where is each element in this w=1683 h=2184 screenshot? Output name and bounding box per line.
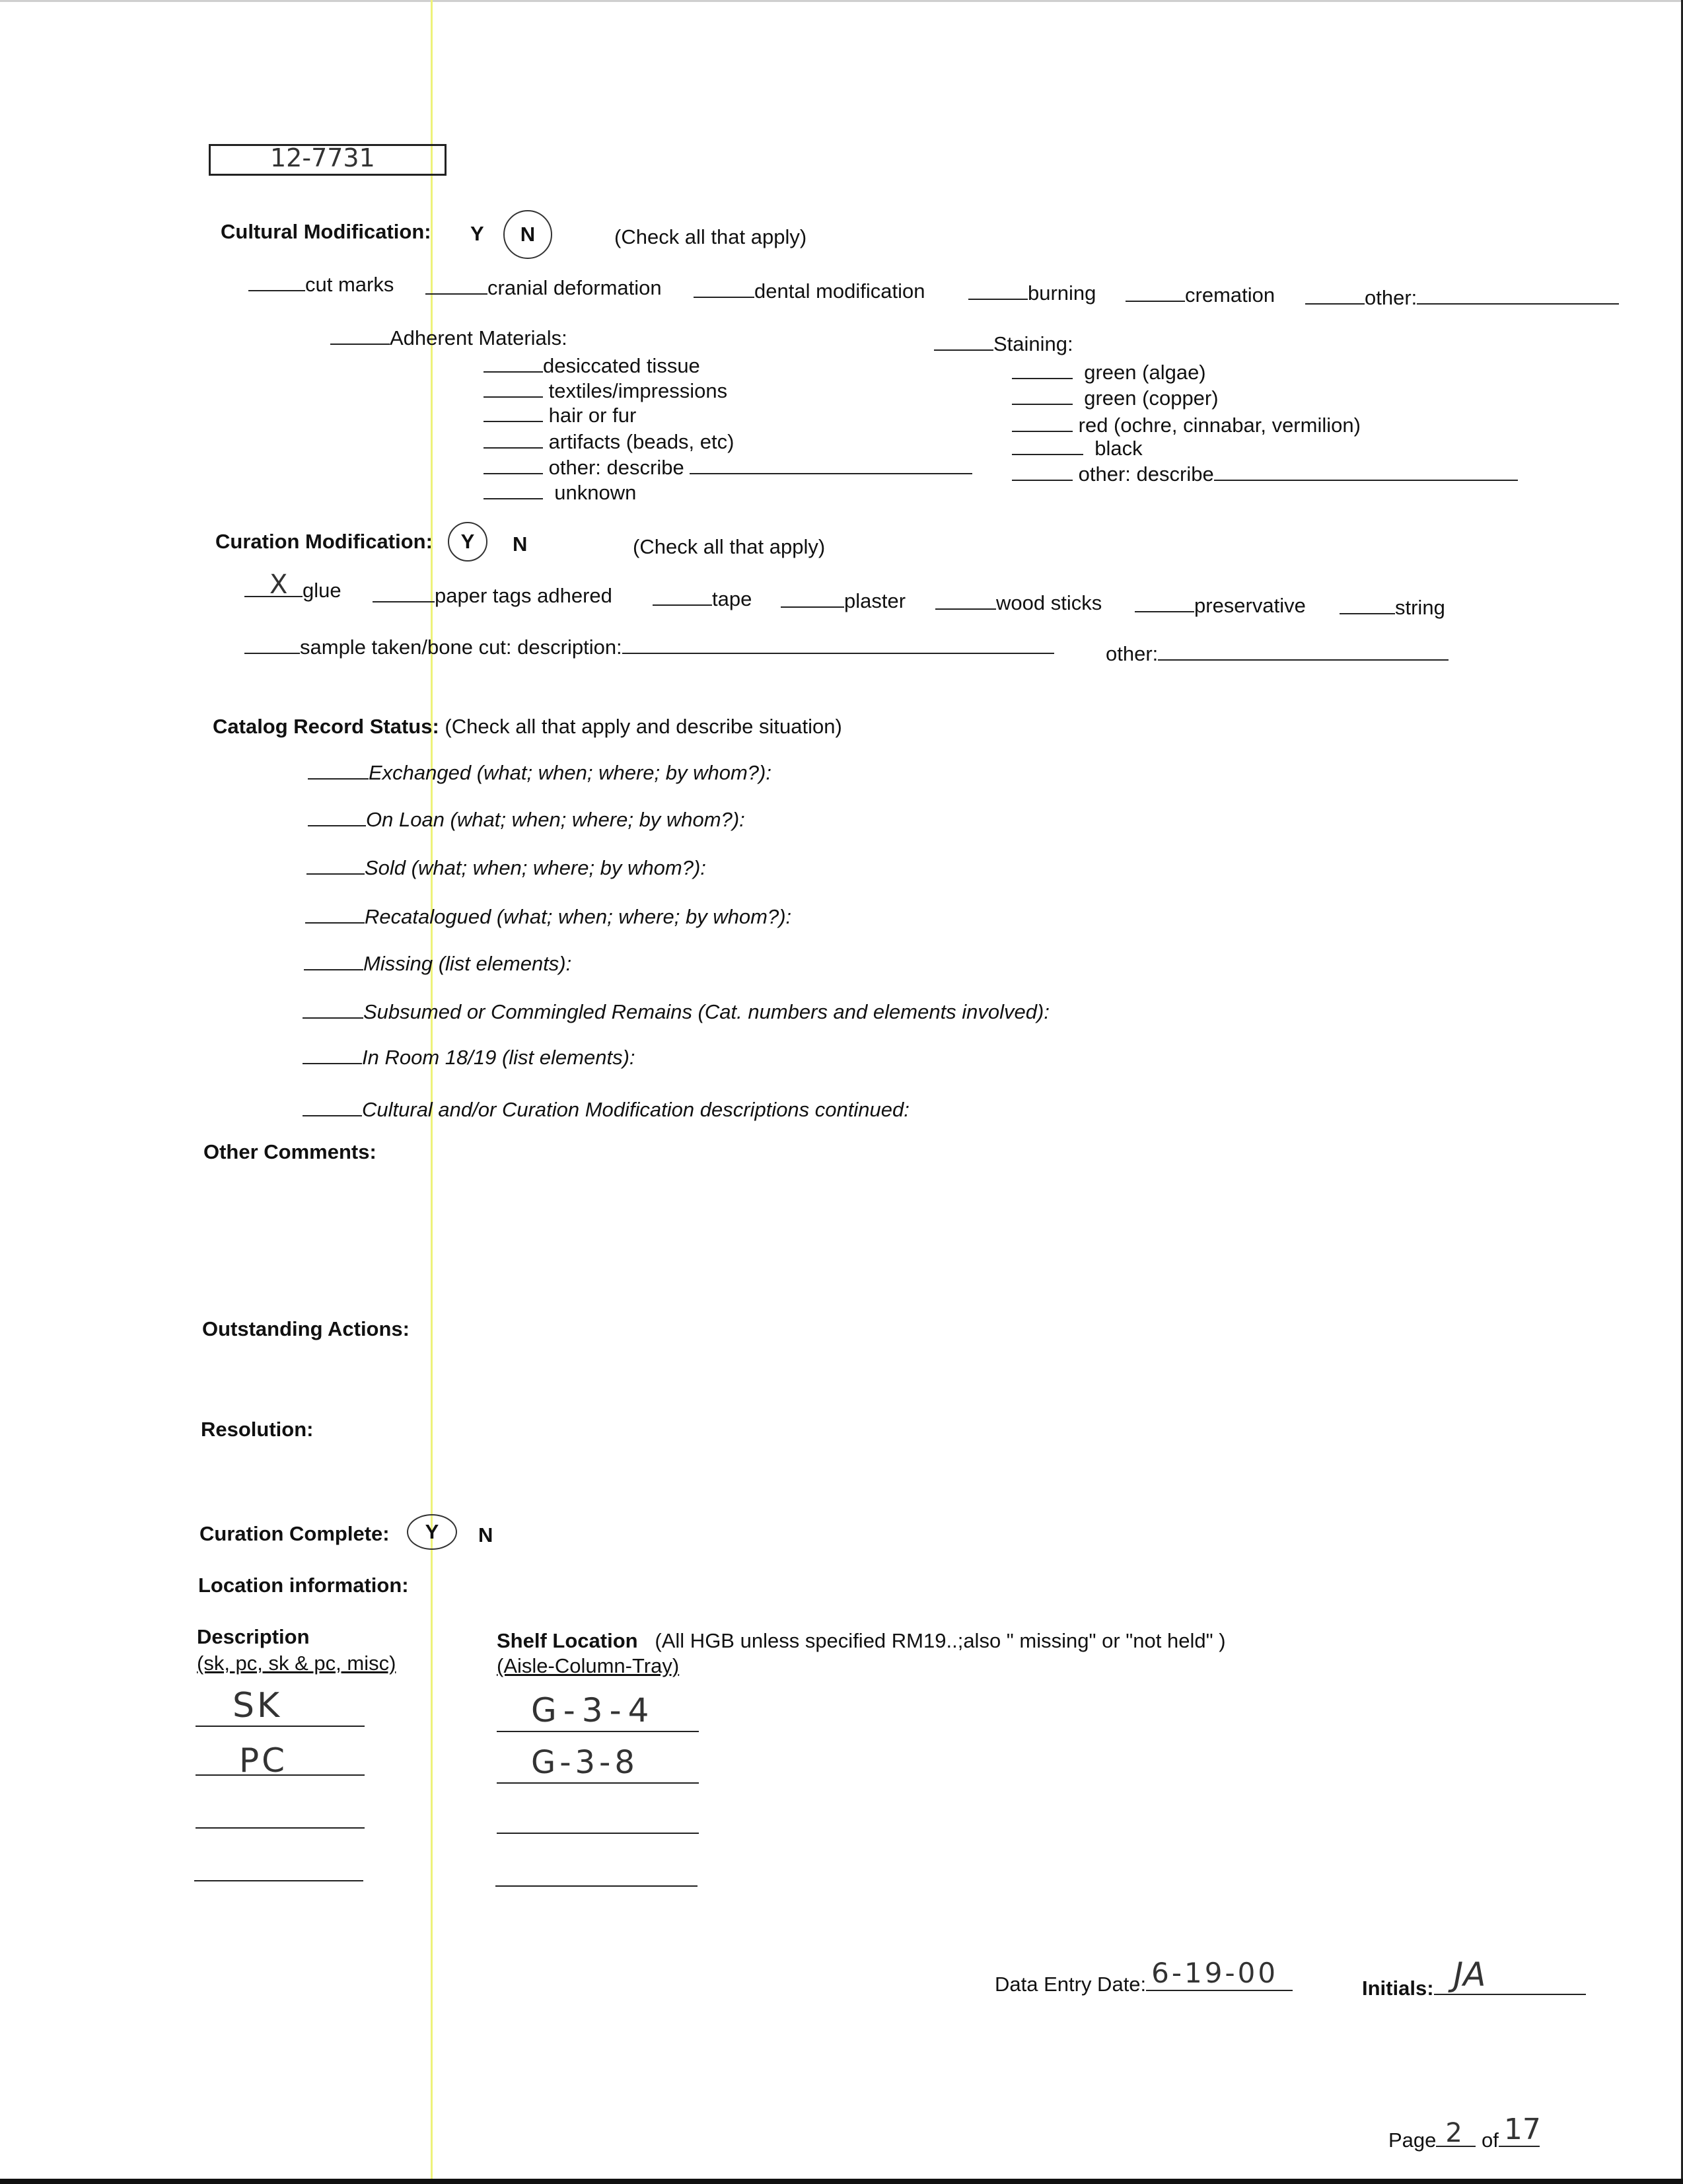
curation-note: (Check all that apply): [633, 535, 826, 558]
curation-y-option-circled[interactable]: [448, 522, 487, 562]
curation-item-wood-sticks[interactable]: wood sticks: [935, 591, 1102, 615]
status-item-recatalogued[interactable]: Recatalogued (what; when; where; by whom?):: [305, 905, 791, 929]
cultural-item-burning[interactable]: burning: [968, 281, 1096, 305]
staining-item-green-copper[interactable]: green (copper): [1012, 386, 1219, 410]
outstanding-actions-label: Outstanding Actions:: [202, 1317, 410, 1340]
cultural-n-option-circled[interactable]: [503, 210, 552, 259]
status-item-on-loan[interactable]: On Loan (what; when; where; by whom?):: [308, 808, 745, 832]
cultural-item-cremation[interactable]: cremation: [1126, 283, 1275, 307]
description-value-2[interactable]: PC: [239, 1741, 288, 1780]
status-item-in-room[interactable]: In Room 18/19 (list elements):: [303, 1046, 635, 1070]
staining-title[interactable]: Staining:: [934, 332, 1073, 356]
curation-y-label: Y: [448, 522, 487, 562]
resolution-label: Resolution:: [201, 1418, 314, 1441]
curation-complete-n[interactable]: N: [478, 1523, 493, 1547]
catalog-number: 12-7731: [270, 143, 375, 172]
curation-complete-label: Curation Complete:: [199, 1522, 390, 1545]
staining-item-black[interactable]: black: [1012, 437, 1143, 460]
status-item-missing[interactable]: Missing (list elements):: [304, 952, 571, 976]
status-item-subsumed[interactable]: Subsumed or Commingled Remains (Cat. numbers and elements involved):: [303, 1000, 1050, 1024]
cultural-n-label: N: [503, 210, 552, 259]
catalog-record-status-note: (Check all that apply and describe situation): [445, 715, 842, 738]
curation-n-option[interactable]: N: [513, 532, 528, 556]
curation-item-plaster[interactable]: plaster: [781, 589, 906, 613]
shelf-location-line-1: [497, 1731, 699, 1732]
catalog-number-box: [209, 144, 447, 176]
cultural-modification-title: Cultural Modification:: [221, 220, 431, 243]
status-item-sold[interactable]: Sold (what; when; where; by whom?):: [306, 856, 706, 880]
location-information-label: Location information:: [198, 1574, 409, 1597]
data-entry-date-value: 6-19-00: [1151, 1957, 1279, 1989]
shelf-location-line-4[interactable]: [495, 1885, 698, 1887]
cultural-item-cut-marks[interactable]: cut marks: [248, 273, 394, 297]
adherent-item-artifacts[interactable]: artifacts (beads, etc): [483, 430, 734, 454]
cultural-y-option[interactable]: Y: [470, 222, 484, 245]
page-current: 2: [1445, 2118, 1462, 2148]
curation-modification-title: Curation Modification:: [215, 530, 433, 553]
page-of-label: of: [1482, 2129, 1499, 2152]
curation-other-field[interactable]: other:: [1106, 642, 1449, 666]
shelf-location-value-2[interactable]: G-3-8: [531, 1744, 639, 1781]
cultural-item-dental-modification[interactable]: dental modification: [694, 279, 925, 303]
cultural-item-other[interactable]: other:: [1305, 286, 1619, 310]
shelf-location-line-3[interactable]: [497, 1833, 699, 1834]
description-line-3[interactable]: [196, 1827, 365, 1829]
curation-item-glue[interactable]: X glue: [244, 579, 341, 602]
scan-bottom-edge: [0, 2179, 1683, 2184]
description-value-1[interactable]: SK: [233, 1686, 283, 1726]
curation-item-tape[interactable]: tape: [653, 587, 752, 611]
staining-item-red[interactable]: red (ochre, cinnabar, vermilion): [1012, 414, 1361, 437]
curation-item-string[interactable]: string: [1340, 596, 1445, 620]
sample-taken-field[interactable]: sample taken/bone cut: description:: [244, 636, 1054, 659]
page-total: 17: [1503, 2113, 1541, 2146]
page-label: Page: [1388, 2129, 1437, 2152]
shelf-location-heading: [497, 1629, 1226, 1653]
description-line-4[interactable]: [194, 1880, 363, 1881]
adherent-item-other-describe[interactable]: other: describe: [483, 456, 972, 480]
status-item-exchanged[interactable]: Exchanged (what; when; where; by whom?):: [308, 761, 771, 785]
adherent-item-hair-fur[interactable]: hair or fur: [483, 404, 636, 427]
curation-item-paper-tags[interactable]: paper tags adhered: [373, 584, 612, 608]
curation-item-preservative[interactable]: preservative: [1135, 594, 1306, 618]
shelf-location-value-1[interactable]: G-3-4: [531, 1691, 656, 1729]
curation-complete-y-label: Y: [407, 1514, 457, 1550]
curation-complete-y-circled[interactable]: [407, 1514, 457, 1550]
catalog-record-status-heading: [213, 715, 842, 739]
glue-check-mark: X: [269, 569, 288, 600]
shelf-location-subtitle: (Aisle-Column-Tray): [497, 1654, 680, 1677]
description-line-1: [196, 1726, 365, 1727]
initials-field[interactable]: [1362, 1955, 1586, 2000]
other-comments-label: Other Comments:: [203, 1140, 376, 1163]
shelf-location-title: Shelf Location: [497, 1629, 638, 1652]
cultural-item-cranial-deformation[interactable]: cranial deformation: [425, 276, 662, 300]
adherent-item-desiccated-tissue[interactable]: desiccated tissue: [483, 354, 700, 378]
description-title: Description: [197, 1625, 310, 1648]
data-entry-date-field[interactable]: [995, 1957, 1293, 1996]
page-indicator: [1388, 2113, 1541, 2152]
catalog-record-status-title: Catalog Record Status:: [213, 715, 439, 738]
initials-value: JA: [1453, 1955, 1486, 1994]
adherent-item-unknown[interactable]: unknown: [483, 481, 636, 505]
description-subtitle: (sk, pc, sk & pc, misc): [197, 1652, 396, 1675]
cultural-note: (Check all that apply): [614, 225, 807, 248]
shelf-location-line-2: [497, 1782, 699, 1784]
adherent-item-textiles[interactable]: textiles/impressions: [483, 379, 727, 403]
adherent-materials-title[interactable]: Adherent Materials:: [330, 326, 567, 350]
data-entry-date-label: Data Entry Date:: [995, 1973, 1147, 1996]
staining-item-other-describe[interactable]: other: describe: [1012, 462, 1518, 486]
shelf-location-note: (All HGB unless specified RM19..;also " missing" or "not held" ): [655, 1629, 1226, 1652]
staining-item-green-algae[interactable]: green (algae): [1012, 361, 1206, 384]
initials-label: Initials:: [1362, 1977, 1434, 2000]
scan-top-edge: [0, 0, 1683, 2]
description-line-2: [196, 1774, 365, 1776]
status-item-continued[interactable]: Cultural and/or Curation Modification descriptions continued:: [303, 1098, 910, 1122]
